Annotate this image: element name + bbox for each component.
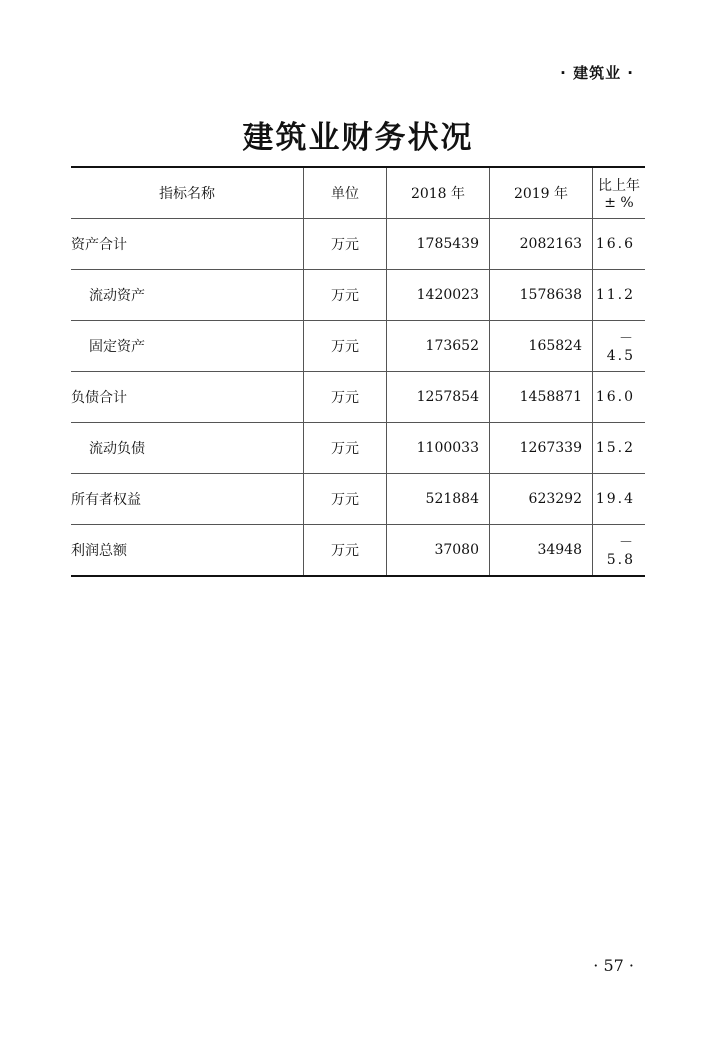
row-change: 15.2 [593, 423, 646, 474]
row-unit: 万元 [304, 321, 387, 372]
table-row [71, 474, 645, 525]
page-number: · 57 · [593, 956, 634, 975]
row-change: －4.5 [593, 321, 646, 372]
row-value-2019: 623292 [490, 474, 593, 525]
column-header-indicator: 指标名称 [71, 167, 304, 219]
row-change: 16.0 [593, 372, 646, 423]
running-header: · 建筑业 · [560, 64, 634, 82]
row-name: 利润总额 [71, 525, 304, 577]
page-title: 建筑业财务状况 [242, 120, 474, 156]
row-value-2019: 1267339 [490, 423, 593, 474]
row-change: 19.4 [593, 474, 646, 525]
row-name: 负债合计 [71, 372, 304, 423]
row-unit: 万元 [304, 525, 387, 577]
row-value-2019: 2082163 [490, 219, 593, 270]
row-value-2019: 1578638 [490, 270, 593, 321]
table-row [71, 423, 645, 474]
financial-table [71, 166, 645, 577]
row-name: 所有者权益 [71, 474, 304, 525]
row-value-2018: 1785439 [387, 219, 490, 270]
row-value-2018: 521884 [387, 474, 490, 525]
column-header-unit: 单位 [304, 167, 387, 219]
row-value-2019: 34948 [490, 525, 593, 577]
row-unit: 万元 [304, 474, 387, 525]
row-change: 11.2 [593, 270, 646, 321]
table-row [71, 525, 645, 577]
row-value-2018: 1420023 [387, 270, 490, 321]
table-header-row [71, 167, 645, 219]
column-header-change: 比上年 ± % [593, 167, 646, 219]
row-unit: 万元 [304, 270, 387, 321]
row-change: －5.8 [593, 525, 646, 577]
table-row [71, 270, 645, 321]
row-name: 固定资产 [71, 321, 304, 372]
table-row [71, 372, 645, 423]
table-row [71, 321, 645, 372]
row-unit: 万元 [304, 219, 387, 270]
row-value-2019: 1458871 [490, 372, 593, 423]
column-header-2019: 2019 年 [490, 167, 593, 219]
row-value-2018: 1100033 [387, 423, 490, 474]
row-change: 16.6 [593, 219, 646, 270]
row-name: 流动负债 [71, 423, 304, 474]
column-header-2018: 2018 年 [387, 167, 490, 219]
row-name: 流动资产 [71, 270, 304, 321]
row-value-2019: 165824 [490, 321, 593, 372]
row-unit: 万元 [304, 372, 387, 423]
table-row [71, 219, 645, 270]
row-value-2018: 173652 [387, 321, 490, 372]
row-value-2018: 37080 [387, 525, 490, 577]
row-unit: 万元 [304, 423, 387, 474]
table-body [71, 219, 645, 577]
row-name: 资产合计 [71, 219, 304, 270]
row-value-2018: 1257854 [387, 372, 490, 423]
